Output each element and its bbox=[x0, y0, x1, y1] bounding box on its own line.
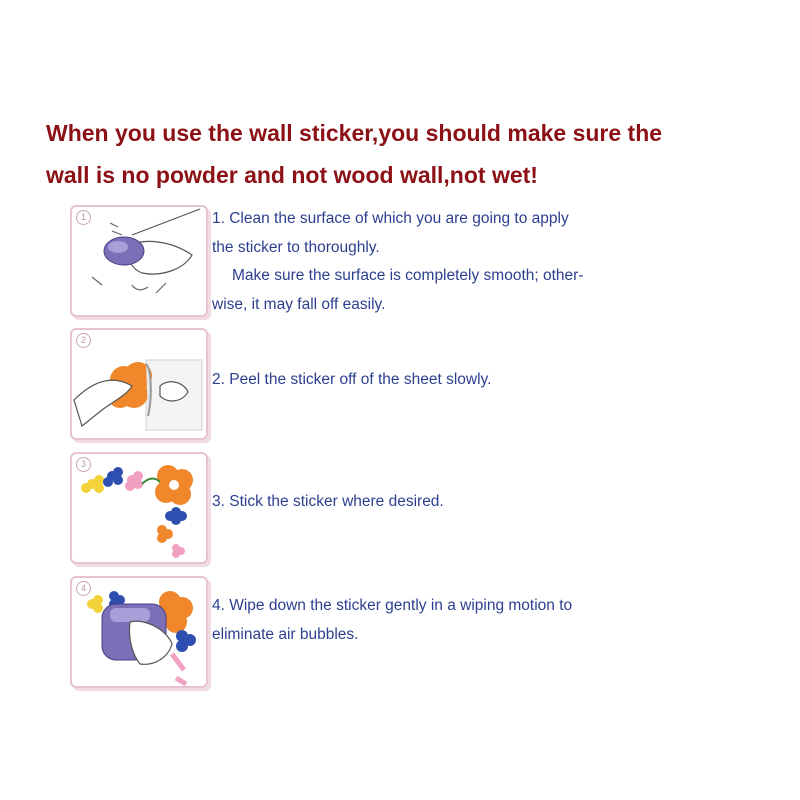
step-4-line-1: 4. Wipe down the sticker gently in a wiping motion to bbox=[212, 597, 573, 614]
flowers-on-wall-icon bbox=[72, 454, 206, 562]
step-2-text bbox=[212, 366, 652, 395]
step-4-text bbox=[212, 592, 652, 649]
step-4-illustration bbox=[70, 576, 208, 688]
step-2-illustration bbox=[70, 328, 208, 440]
step-1-line-1: 1. Clean the surface of which you are going to apply bbox=[212, 210, 569, 227]
step-1-illustration bbox=[70, 205, 208, 317]
step-2-line-1: 2. Peel the sticker off of the sheet slowly. bbox=[212, 371, 492, 388]
headline-line-1: When you use the wall sticker,you should make sure the bbox=[46, 120, 663, 146]
step-1-line-2: the sticker to thoroughly. bbox=[212, 238, 380, 256]
step-1-line-4: wise, it may fall off easily. bbox=[212, 295, 386, 313]
wiping-sponge-icon bbox=[72, 578, 206, 686]
step-1-number-badge: 1 bbox=[76, 210, 91, 225]
step-4-line-2: eliminate air bubbles. bbox=[212, 625, 359, 643]
step-3-number-badge: 3 bbox=[76, 457, 91, 472]
step-1-line-3: Make sure the surface is completely smooth; other- bbox=[232, 267, 584, 284]
step-3-illustration bbox=[70, 452, 208, 564]
step-3-text bbox=[212, 488, 652, 517]
step-2-number-badge: 2 bbox=[76, 333, 91, 348]
step-4-number-badge: 4 bbox=[76, 581, 91, 596]
headline-line-2: wall is no powder and not wood wall,not wet! bbox=[46, 162, 538, 188]
step-3-line-1: 3. Stick the sticker where desired. bbox=[212, 493, 444, 510]
cleaning-hand-icon bbox=[72, 207, 206, 315]
step-1-text bbox=[212, 205, 652, 319]
headline bbox=[46, 112, 766, 196]
peeling-hands-icon bbox=[72, 330, 206, 438]
